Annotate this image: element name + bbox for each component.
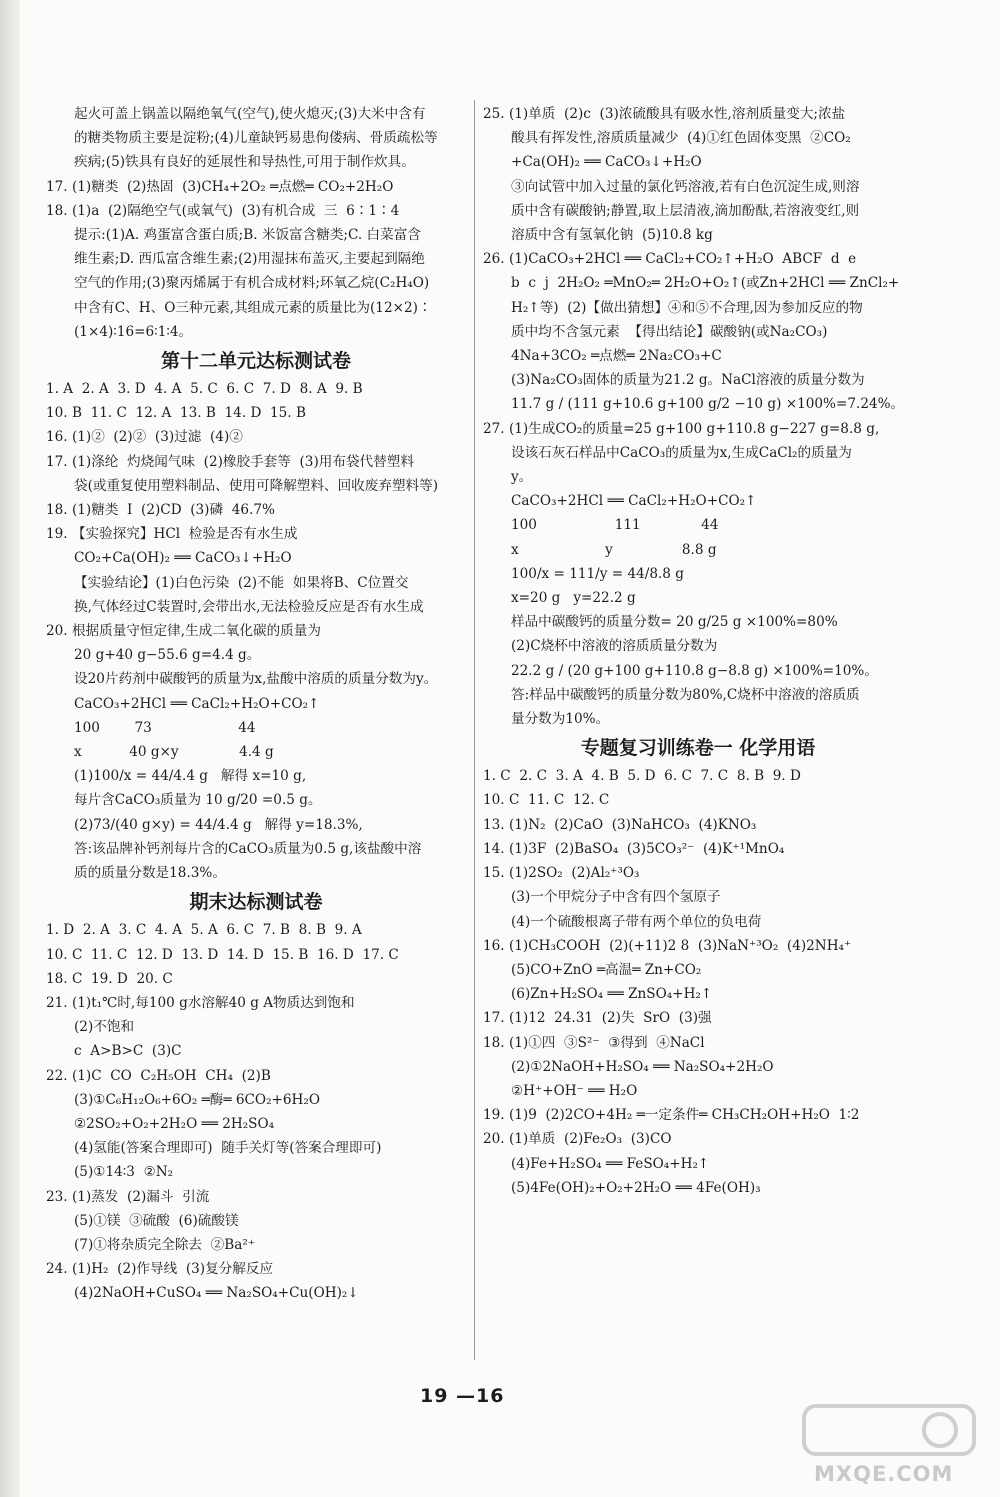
answer-line: 10. C 11. C 12. C xyxy=(483,792,610,809)
answer-line: 18. (1)糖类 I (2)CD (3)磷 46.7% xyxy=(46,502,275,519)
answer-line: (2)不饱和 xyxy=(74,1019,135,1036)
answer-line: (4)氢能(答案合理即可) 随手关灯等(答案合理即可) xyxy=(74,1140,382,1157)
answer-line: (3)①C₆H₁₂O₆+6O₂ ═酶═ 6CO₂+6H₂O xyxy=(74,1091,321,1108)
answer-line: 16. (1)② (2)② (3)过滤 (4)② xyxy=(46,429,243,446)
answer-line: y。 xyxy=(511,469,533,486)
answer-line: (1×4)∶16=6∶1∶4。 xyxy=(74,323,193,340)
answer-line: (5)①14∶3 ②N₂ xyxy=(74,1164,174,1181)
answer-line: 设20片药剂中碳酸钙的质量为x,盐酸中溶质的质量分数为y。 xyxy=(74,671,438,688)
answer-line: 20. (1)单质 (2)Fe₂O₃ (3)CO xyxy=(483,1131,672,1148)
answer-line: CaCO₃+2HCl ══ CaCl₂+H₂O+CO₂↑ xyxy=(74,695,320,712)
answer-line: 22.2 g / (20 g+100 g+110.8 g−8.8 g) ×100%=10%。 xyxy=(511,662,878,679)
answer-line: ②2SO₂+O₂+2H₂O ══ 2H₂SO₄ xyxy=(74,1115,275,1132)
answer-line: 19. 【实验探究】HCl 检验是否有水生成 xyxy=(46,526,298,543)
answer-line: (4)Fe+H₂SO₄ ══ FeSO₄+H₂↑ xyxy=(511,1155,710,1172)
answer-line: 14. (1)3F (2)BaSO₄ (3)5CO₃²⁻ (4)K⁺¹MnO₄ xyxy=(483,840,785,857)
answer-line: 13. (1)N₂ (2)CaO (3)NaHCO₃ (4)KNO₃ xyxy=(483,816,757,833)
answer-line: 起火可盖上锅盖以隔绝氧气(空气),使火熄灭;(3)大米中含有 xyxy=(74,106,426,122)
answer-line: CaCO₃+2HCl ══ CaCl₂+H₂O+CO₂↑ xyxy=(511,493,757,510)
answer-line: CO₂+Ca(OH)₂ ══ CaCO₃↓+H₂O xyxy=(74,550,292,567)
watermark xyxy=(800,1400,980,1490)
answer-line: 质的质量分数是18.3%。 xyxy=(74,865,226,882)
answer-line: 20 g+40 g−55.6 g=4.4 g。 xyxy=(74,647,261,664)
answer-line: 质中含有碳酸钠;静置,取上层清液,滴加酚酞,若溶液变红,则 xyxy=(511,202,860,219)
answer-line: c A>B>C (3)C xyxy=(74,1043,182,1060)
answer-line: 25. (1)单质 (2)c (3)浓硫酸具有吸水性,溶剂质量变大;浓盐 xyxy=(483,106,846,122)
answer-line: 17. (1)12 24.31 (2)失 SrO (3)强 xyxy=(483,1010,712,1027)
answer-line: 换,气体经过C装置时,会带出水,无法检验反应是否有水生成 xyxy=(74,598,424,615)
answer-line: H₂↑等) (2)【做出猜想】④和⑤不合理,因为参加反应的物 xyxy=(511,299,863,316)
answer-line: (1)100/x = 44/4.4 g 解得 x=10 g, xyxy=(74,768,307,785)
answer-line: 20. 根据质量守恒定律,生成二氧化碳的质量为 xyxy=(46,623,321,640)
left-column xyxy=(46,102,466,1306)
answer-line: 18. (1)a (2)隔绝空气(或氧气) (3)有机合成 三 6∶1∶4 xyxy=(46,202,400,219)
answer-line: (5)CO+ZnO ═高温═ Zn+CO₂ xyxy=(511,961,702,978)
answer-line: ②H⁺+OH⁻ ══ H₂O xyxy=(511,1082,638,1099)
answer-line: +Ca(OH)₂ ══ CaCO₃↓+H₂O xyxy=(511,154,702,171)
answer-line: 10. C 11. C 12. D 13. D 14. D 15. B 16. D 17. C xyxy=(46,946,399,963)
answer-line: (6)Zn+H₂SO₄ ══ ZnSO₄+H₂↑ xyxy=(511,986,713,1003)
answer-line: 量分数为10%。 xyxy=(511,711,610,728)
answer-line: 1. D 2. A 3. C 4. A 5. A 6. C 7. B 8. B 9. A xyxy=(46,922,362,939)
watermark-logo-icon xyxy=(800,1400,980,1460)
answer-line: ③向试管中加入过量的氯化钙溶液,若有白色沉淀生成,则溶 xyxy=(511,178,860,195)
answer-line: 27. (1)生成CO₂的质量=25 g+100 g+110.8 g−227 g=8.8 g, xyxy=(483,420,880,437)
answer-line: 空气的作用;(3)聚丙烯属于有机合成材料;环氧乙烷(C₂H₄O) xyxy=(74,275,430,292)
answer-line: (2)73/(40 g×y) = 44/4.4 g 解得 y=18.3%, xyxy=(74,816,363,833)
answer-line: 4Na+3CO₂ ═点燃═ 2Na₂CO₃+C xyxy=(511,348,722,365)
answer-line: 溶质中含有氢氧化钠 (5)10.8 kg xyxy=(511,227,713,244)
answer-line: 的糖类物质主要是淀粉;(4)儿童缺钙易患佝偻病、骨质疏松等 xyxy=(74,130,438,147)
answer-line: x=20 g y=22.2 g xyxy=(511,590,636,607)
answer-line: (5)①镁 ③硫酸 (6)硫酸镁 xyxy=(74,1212,239,1229)
answer-line: 17. (1)涤纶 灼烧闻气味 (2)橡胶手套等 (3)用布袋代替塑料 xyxy=(46,453,414,470)
section-heading: 期末达标测试卷 xyxy=(189,891,323,914)
answer-line: b c j 2H₂O₂ ═MnO₂═ 2H₂O+O₂↑(或Zn+2HCl ══ ZnCl₂+ xyxy=(511,275,900,292)
answer-line: (4)一个硫酸根离子带有两个单位的负电荷 xyxy=(511,913,762,930)
answer-line: 100/x = 111/y = 44/8.8 g xyxy=(511,565,684,582)
answer-line: 23. (1)蒸发 (2)漏斗 引流 xyxy=(46,1188,210,1205)
answer-line: (2)①2NaOH+H₂SO₄ ══ Na₂SO₄+2H₂O xyxy=(511,1058,774,1075)
answer-line: 17. (1)糖类 (2)热固 (3)CH₄+2O₂ ═点燃═ CO₂+2H₂O xyxy=(46,178,394,195)
answer-line: 每片含CaCO₃质量为 10 g/20 =0.5 g。 xyxy=(74,792,322,809)
answer-line: 【实验结论】(1)白色污染 (2)不能 如果将B、C位置交 xyxy=(74,574,409,591)
answer-line: x y 8.8 g xyxy=(511,541,717,558)
column-divider xyxy=(474,100,475,1360)
scan-edge-shadow xyxy=(0,0,20,1497)
answer-line: 质中均不含氢元素 【得出结论】碳酸钠(或Na₂CO₃) xyxy=(511,323,828,340)
answer-line: (3)一个甲烷分子中含有四个氢原子 xyxy=(511,889,721,906)
answer-line: 酸具有挥发性,溶质质量减少 (4)①红色固体变黑 ②CO₂ xyxy=(511,130,851,147)
answer-line: 19. (1)9 (2)2CO+4H₂ ═一定条件═ CH₃CH₂OH+H₂O 1∶2 xyxy=(483,1107,860,1124)
answer-line: (5)4Fe(OH)₂+O₂+2H₂O ══ 4Fe(OH)₃ xyxy=(511,1179,761,1196)
answer-line: (3)Na₂CO₃固体的质量为21.2 g。NaCl溶液的质量分数为 xyxy=(511,372,865,389)
answer-line: 22. (1)C CO C₂H₅OH CH₄ (2)B xyxy=(46,1067,271,1084)
answer-line: 15. (1)2SO₂ (2)Al₂⁺³O₃ xyxy=(483,865,640,882)
answer-line: 26. (1)CaCO₃+2HCl ══ CaCl₂+CO₂↑+H₂O ABCF d e xyxy=(483,251,857,268)
answer-line: 21. (1)t₁℃时,每100 g水溶解40 g A物质达到饱和 xyxy=(46,994,355,1011)
answer-line: (2)C烧杯中溶液的溶质质量分数为 xyxy=(511,638,718,655)
answer-line: 答:样品中碳酸钙的质量分数为80%,C烧杯中溶液的溶质质 xyxy=(511,686,860,703)
answer-line: 袋(或重复使用塑料制品、使用可降解塑料、回收废弃塑料等) xyxy=(74,477,439,494)
section-heading: 专题复习训练卷一 化学用语 xyxy=(580,737,816,760)
watermark-text: MXQE.COM xyxy=(814,1462,954,1486)
answer-line: 10. B 11. C 12. A 13. B 14. D 15. B xyxy=(46,405,306,422)
answer-line: 中含有C、H、O三种元素,其组成元素的质量比为(12×2)∶ xyxy=(74,299,432,316)
answer-line: 设该石灰石样品中CaCO₃的质量为x,生成CaCl₂的质量为 xyxy=(511,444,852,461)
answer-line: 疾病;(5)铁具有良好的延展性和导热性,可用于制作炊具。 xyxy=(74,154,415,171)
answer-line: 提示:(1)A. 鸡蛋富含蛋白质;B. 米饭富含糖类;C. 白菜富含 xyxy=(74,227,421,244)
page-number: 19 —16 xyxy=(420,1385,505,1407)
answer-line: 16. (1)CH₃COOH (2)(+11)2 8 (3)NaN⁺³O₂ (4)2NH₄⁺ xyxy=(483,937,852,954)
answer-line: 100 111 44 xyxy=(511,517,719,534)
answer-line: (4)2NaOH+CuSO₄ ══ Na₂SO₄+Cu(OH)₂↓ xyxy=(74,1285,359,1302)
answer-line: 维生素;D. 西瓜富含维生素;(2)用湿抹布盖灭,主要起到隔绝 xyxy=(74,251,425,268)
answer-line: 1. A 2. A 3. D 4. A 5. C 6. C 7. D 8. A 9. B xyxy=(46,381,363,398)
answer-line: 样品中碳酸钙的质量分数= 20 g/25 g ×100%=80% xyxy=(511,614,838,631)
answer-line: 11.7 g / (111 g+10.6 g+100 g/2 −10 g) ×100%=7.24%。 xyxy=(511,396,905,413)
section-heading: 第十二单元达标测试卷 xyxy=(160,350,351,373)
right-column xyxy=(483,102,913,1200)
answer-line: 24. (1)H₂ (2)作导线 (3)复分解反应 xyxy=(46,1261,274,1278)
answer-line: 18. (1)①四 ③S²⁻ ③得到 ④NaCl xyxy=(483,1034,705,1051)
answer-line: 1. C 2. C 3. A 4. B 5. D 6. C 7. C 8. B 9. D xyxy=(483,768,801,785)
answer-line: 100 73 44 xyxy=(74,719,256,736)
answer-line: 18. C 19. D 20. C xyxy=(46,970,173,987)
answer-line: x 40 g×y 4.4 g xyxy=(74,744,274,761)
answer-line: (7)①将杂质完全除去 ②Ba²⁺ xyxy=(74,1236,255,1253)
answer-line: 答:该品牌补钙剂每片含的CaCO₃质量为0.5 g,该盐酸中溶 xyxy=(74,840,422,857)
